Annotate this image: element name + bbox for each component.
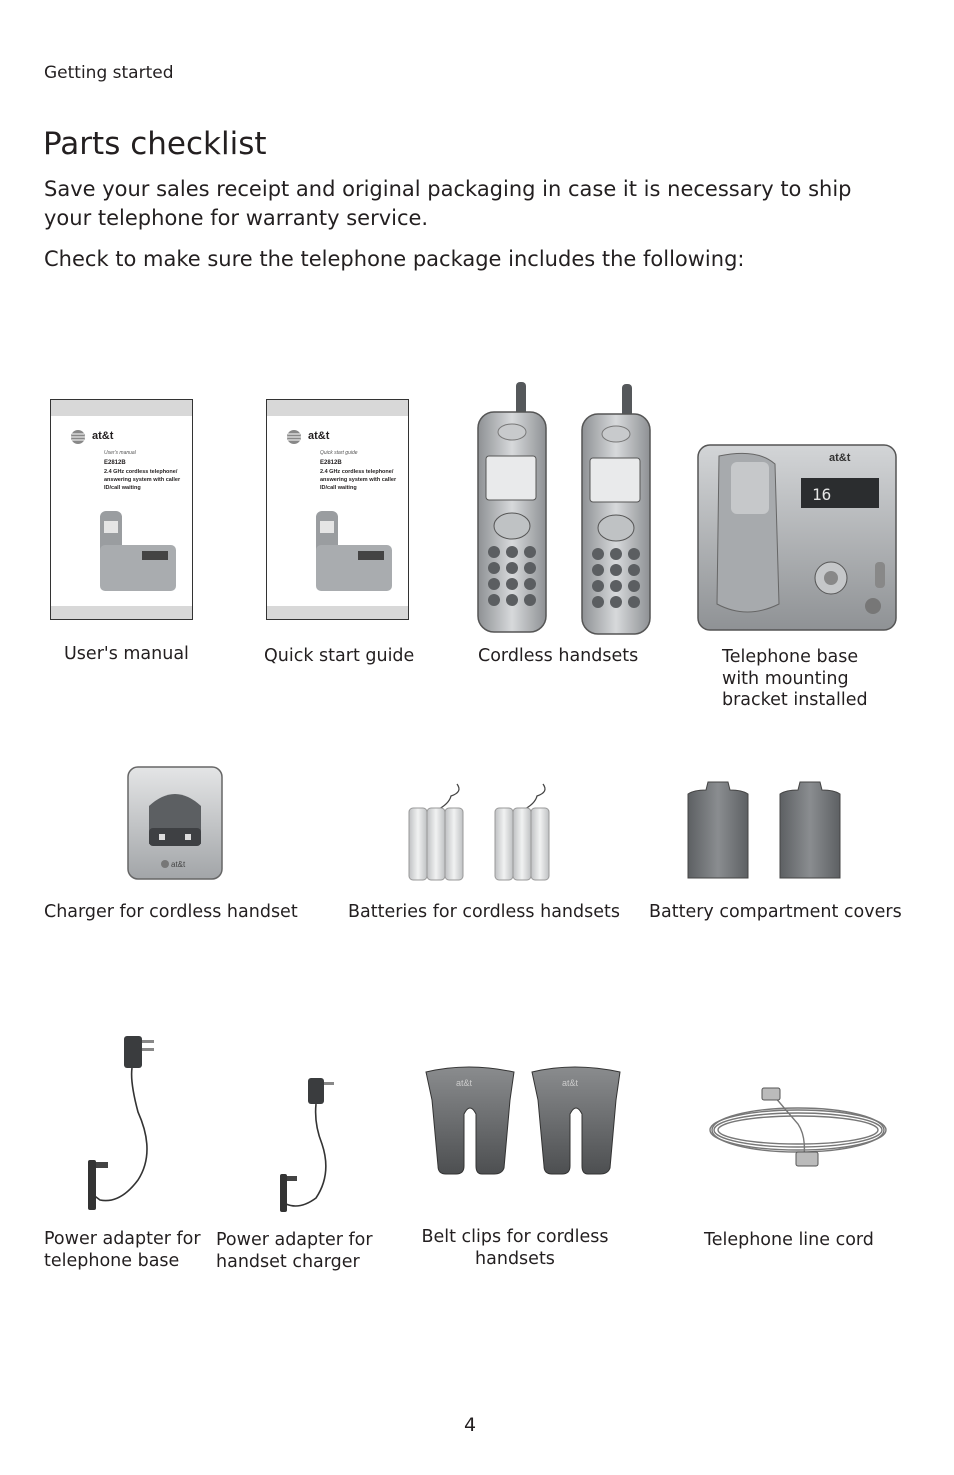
booklet-kind: User's manual (104, 450, 136, 456)
label-power-adapter-charger-2: handset charger (216, 1252, 360, 1272)
power-adapter-charger-illustration (276, 1074, 340, 1214)
belt-clips-illustration (424, 1064, 624, 1176)
booklet-brand: at&t (308, 430, 330, 442)
label-power-adapter-charger-1: Power adapter for (216, 1230, 373, 1250)
telephone-line-cord-illustration (706, 1086, 892, 1172)
instruction-paragraph: Check to make sure the telephone package includes the following: (44, 247, 745, 271)
booklet-desc-3: ID/call waiting (320, 485, 357, 491)
batteries-illustration (405, 778, 555, 882)
label-power-adapter-base-2: telephone base (44, 1251, 180, 1271)
booklet-desc-1: 2.4 GHz cordless telephone/ (320, 469, 394, 475)
label-cordless-handsets: Cordless handsets (478, 646, 639, 666)
label-telephone-base-3: bracket installed (722, 690, 868, 710)
intro-paragraph: Save your sales receipt and original packaging in case it is necessary to ship your telephone for warranty service. (44, 177, 852, 230)
label-quick-start-guide: Quick start guide (264, 646, 415, 666)
booklet-brand: at&t (92, 430, 114, 442)
quick-start-guide-illustration (266, 399, 409, 620)
users-manual-illustration (50, 399, 193, 620)
booklet-desc-3: ID/call waiting (104, 485, 141, 491)
label-telephone-base-1: Telephone base (722, 647, 859, 667)
label-battery-covers: Battery compartment covers (649, 902, 902, 922)
label-power-adapter-base-1: Power adapter for (44, 1229, 201, 1249)
battery-covers-illustration (686, 780, 842, 880)
label-telephone-line-cord: Telephone line cord (704, 1230, 874, 1250)
booklet-model: E2812B (104, 460, 126, 466)
booklet-model: E2812B (320, 460, 342, 466)
label-batteries: Batteries for cordless handsets (348, 902, 620, 922)
booklet-kind: Quick start guide (320, 450, 358, 456)
base-brand: at&t (829, 452, 851, 464)
power-adapter-base-illustration (80, 1032, 160, 1214)
base-display-digits: 16 (812, 485, 832, 504)
label-telephone-base-2: with mounting (722, 669, 849, 689)
page-title: Parts checklist (43, 126, 267, 162)
label-charger: Charger for cordless handset (44, 902, 298, 922)
svg-text:at&t: at&t (456, 1078, 473, 1088)
svg-text:at&t: at&t (171, 860, 186, 869)
label-belt-clips-2: handsets (475, 1249, 555, 1269)
booklet-desc-2: answering system with caller (104, 477, 181, 483)
telephone-base-illustration (697, 444, 897, 632)
svg-text:at&t: at&t (562, 1078, 579, 1088)
booklet-desc-2: answering system with caller (320, 477, 397, 483)
label-users-manual: User's manual (64, 644, 189, 664)
charger-illustration (127, 766, 223, 880)
page-number: 4 (463, 1414, 477, 1436)
booklet-desc-1: 2.4 GHz cordless telephone/ (104, 469, 178, 475)
label-belt-clips-1: Belt clips for cordless (421, 1227, 609, 1247)
section-header: Getting started (44, 63, 174, 83)
cordless-handsets-illustration (474, 380, 650, 636)
